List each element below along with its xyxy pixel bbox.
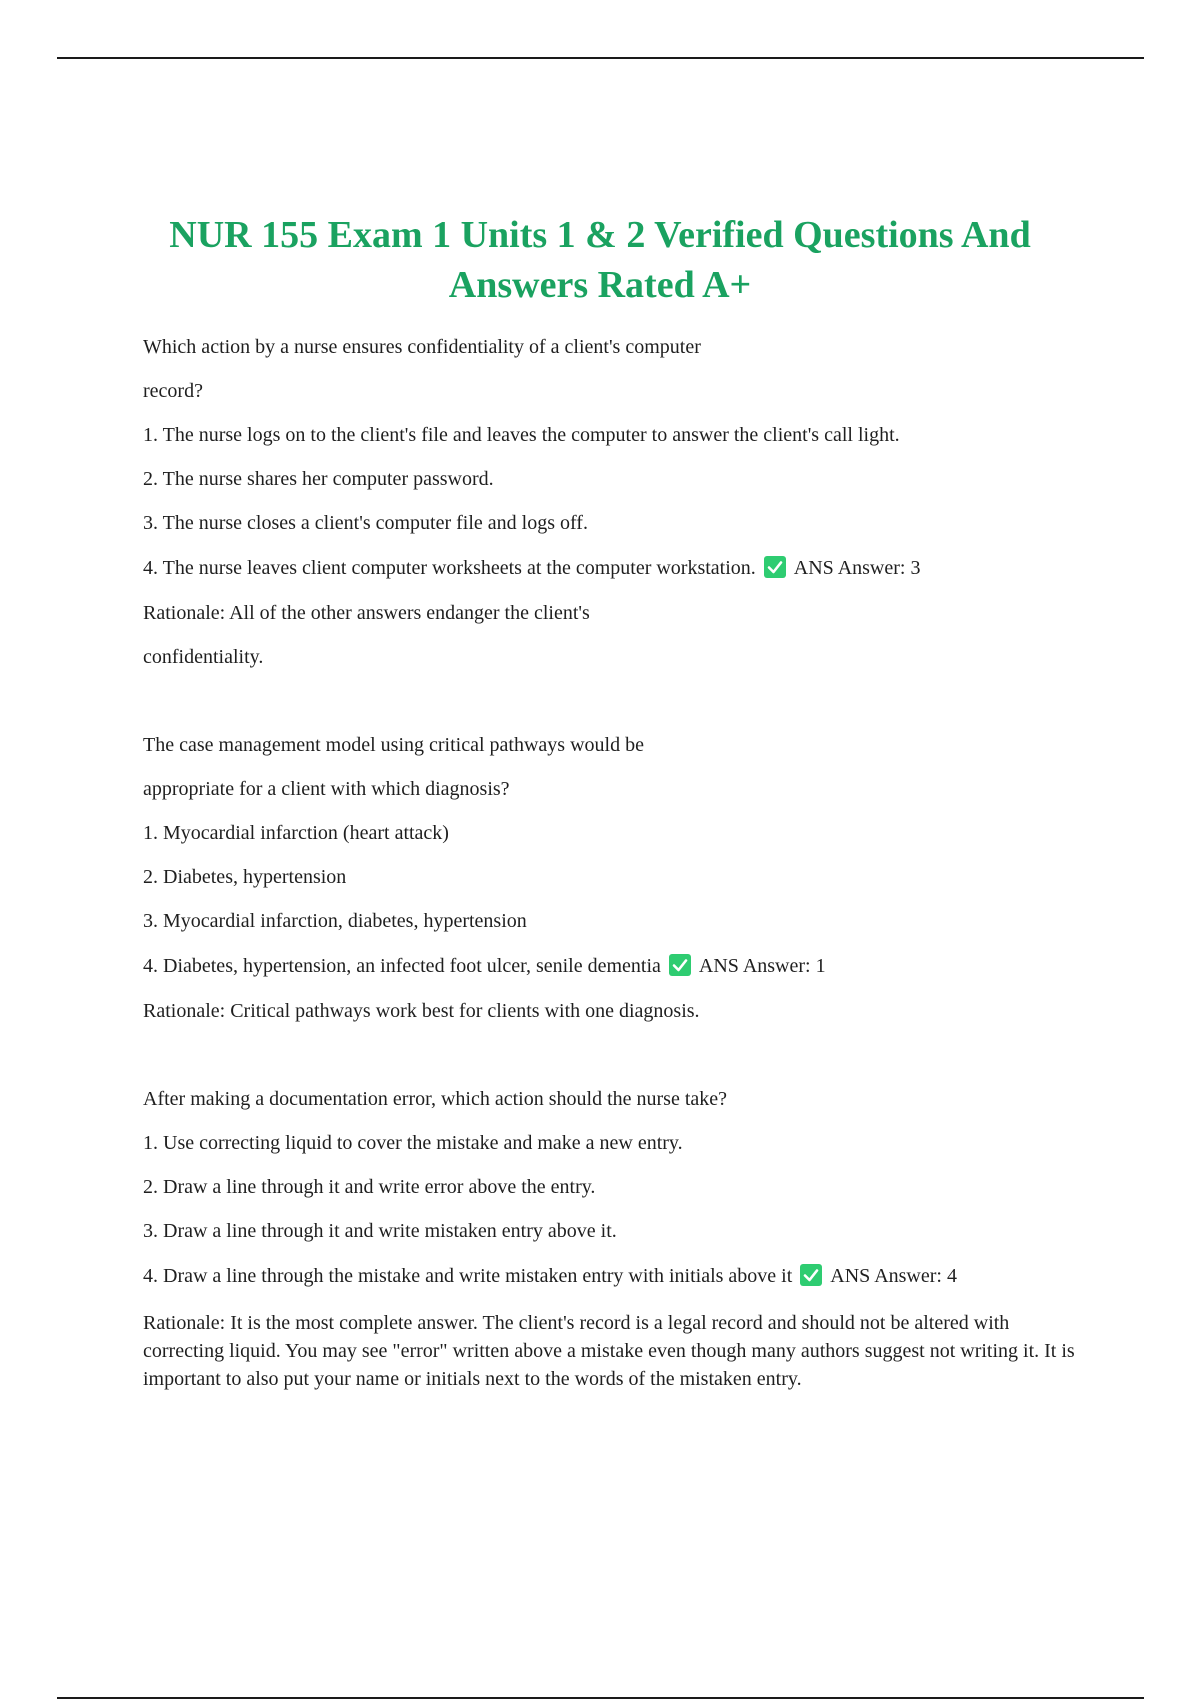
rationale: Rationale: All of the other answers endanger the client's <box>143 602 590 624</box>
answer-option: 1. Use correcting liquid to cover the mistake and make a new entry. <box>143 1132 683 1154</box>
answer-option: 2. The nurse shares her computer password. <box>143 468 494 490</box>
spacer <box>143 1033 1063 1077</box>
answer-option: 1. Myocardial infarction (heart attack) <box>143 822 449 844</box>
page-title <box>0 210 1200 310</box>
answer-option-with-answer <box>143 545 1063 591</box>
answer-option: 4. The nurse leaves client computer worksheets at the computer workstation. <box>143 557 756 579</box>
question-stem: After making a documentation error, which action should the nurse take? <box>143 1088 728 1110</box>
answer-key: ANS Answer: 3 <box>793 557 921 579</box>
answer-option: 3. The nurse closes a client's computer file and logs off. <box>143 512 588 534</box>
answer-key: ANS Answer: 4 <box>830 1265 957 1287</box>
bottom-rule <box>57 1697 1144 1699</box>
title-line-2: Answers Rated A+ <box>448 264 752 306</box>
question-1 <box>143 325 1063 679</box>
question-2 <box>143 723 1063 1033</box>
spacer <box>143 679 1063 723</box>
answer-option: 4. Draw a line through the mistake and write mistaken entry with initials above it <box>143 1265 793 1287</box>
answer-option: 2. Draw a line through it and write error above the entry. <box>143 1176 596 1198</box>
answer-option: 2. Diabetes, hypertension <box>143 866 347 888</box>
answer-option: 3. Draw a line through it and write mistaken entry above it. <box>143 1220 617 1242</box>
answer-option: 4. Diabetes, hypertension, an infected foot ulcer, senile dementia <box>143 955 661 977</box>
title-line-1: NUR 155 Exam 1 Units 1 & 2 Verified Questions And <box>169 214 1031 256</box>
question-stem: record? <box>143 380 203 402</box>
answer-option-with-answer <box>143 943 1063 989</box>
question-stem: The case management model using critical pathways would be <box>143 734 644 756</box>
rationale: confidentiality. <box>143 646 264 668</box>
answer-key: ANS Answer: 1 <box>698 955 826 977</box>
document-body <box>143 325 1075 1393</box>
checkmark-icon <box>669 954 691 976</box>
checkmark-icon <box>764 556 786 578</box>
answer-option: 1. The nurse logs on to the client's file and leaves the computer to answer the client's call light. <box>143 424 900 446</box>
question-stem: Which action by a nurse ensures confidentiality of a client's computer <box>143 336 701 358</box>
answer-option-with-answer <box>143 1253 1063 1299</box>
rationale: Rationale: It is the most complete answer. The client's record is a legal record and should not be altered with correcting liquid. You may see "error" written above a mistake even though many authors suggest not writing it. It is important to also put your name or initials next to the words of the mistaken entry. <box>143 1312 1075 1390</box>
question-3 <box>143 1077 1075 1393</box>
checkmark-icon <box>800 1264 822 1286</box>
rationale: Rationale: Critical pathways work best for clients with one diagnosis. <box>143 1000 700 1022</box>
answer-option: 3. Myocardial infarction, diabetes, hypertension <box>143 910 527 932</box>
question-stem: appropriate for a client with which diagnosis? <box>143 778 510 800</box>
top-rule <box>57 57 1144 59</box>
